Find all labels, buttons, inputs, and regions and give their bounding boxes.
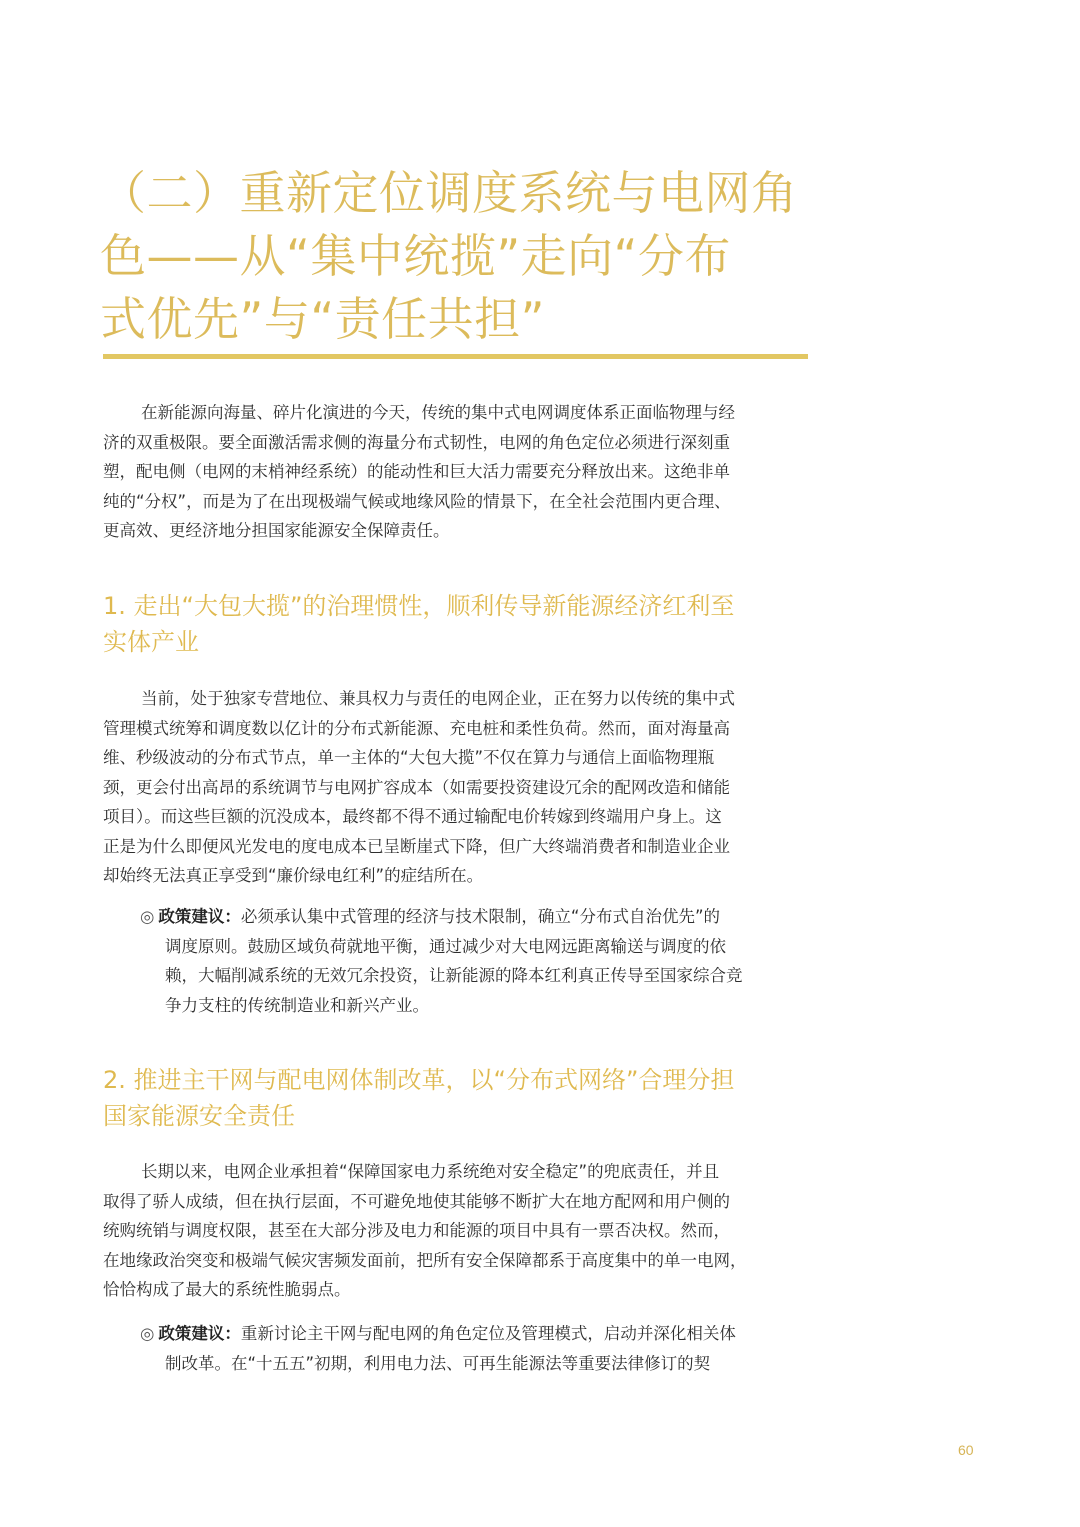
policy-line: 制改革。在“十五五”初期，利用电力法、可再生能源法等重要法律修订的契: [165, 1353, 711, 1373]
section2-body: [103, 1157, 809, 1305]
section2-heading-line: 2. 推进主干网与配电网体制改革，以“分布式网络”合理分担: [103, 1066, 735, 1094]
section1-heading-line: 实体产业: [103, 628, 199, 656]
intro-line: 济的双重极限。要全面激活需求侧的海量分布式韧性，电网的角色定位必须进行深刻重: [103, 432, 730, 452]
section-title-line: （二）重新定位调度系统与电网角: [100, 166, 798, 220]
section1-line: 管理模式统筹和调度数以亿计的分布式新能源、充电桩和柔性负荷。然而，面对海量高: [103, 718, 730, 738]
section2-policy: [140, 1319, 812, 1378]
intro-paragraph: [103, 398, 809, 546]
policy-label: 政策建议：: [158, 1324, 241, 1343]
section1-line: 维、秒级波动的分布式节点，单一主体的“大包大揽”不仅在算力与通信上面临物理瓶: [103, 748, 715, 767]
section1-line: 正是为什么即便风光发电的度电成本已呈断崖式下降，但广大终端消费者和制造业企业: [103, 836, 730, 856]
section2-line: 统购统销与调度权限，甚至在大部分涉及电力和能源的项目中具有一票否决权。然而，: [103, 1221, 730, 1240]
section1-policy: [140, 902, 812, 1020]
policy-line: 争力支柱的传统制造业和新兴产业。: [165, 995, 429, 1015]
section2-line: 在地缘政治突变和极端气候灾害频发面前，把所有安全保障都系于高度集中的单一电网，: [103, 1250, 747, 1270]
section2-line: 恰恰构成了最大的系统性脆弱点。: [103, 1280, 351, 1299]
policy-line: 调度原则。鼓励区域负荷就地平衡，通过减少对大电网远距离输送与调度的依: [165, 936, 726, 956]
intro-line: 在新能源向海量、碎片化演进的今天，传统的集中式电网调度体系正面临物理与经: [141, 403, 735, 422]
section1-line: 却始终无法真正享受到“廉价绿电红利”的症结所在。: [103, 866, 484, 885]
section2-heading: [103, 1062, 813, 1134]
section-title-line: 式优先”与“责任共担”: [100, 292, 545, 346]
circle-bullet-icon: ◎: [140, 907, 155, 926]
section2-heading-line: 国家能源安全责任: [103, 1102, 295, 1130]
policy-line: 赖，大幅削减系统的无效冗余投资，让新能源的降本红利真正传导至国家综合竞: [165, 966, 743, 985]
intro-line: 更高效、更经济地分担国家能源安全保障责任。: [103, 521, 450, 540]
section-title-line: 色——从“集中统揽”走向“分布: [100, 229, 731, 283]
section1-line: 项目）。而这些巨额的沉没成本，最终都不得不通过输配电价转嫁到终端用户身上。这: [103, 807, 722, 826]
section-title: [100, 162, 810, 351]
circle-bullet-icon: ◎: [140, 1324, 155, 1343]
section1-body: [103, 684, 809, 891]
intro-line: 纯的“分权”，而是为了在出现极端气候或地缘风险的情景下，在全社会范围内更合理、: [103, 491, 731, 511]
section2-line: 长期以来，电网企业承担着“保障国家电力系统绝对安全稳定”的兜底责任，并且: [141, 1162, 720, 1181]
section1-line: 当前，处于独家专营地位、兼具权力与责任的电网企业，正在努力以传统的集中式: [141, 689, 735, 708]
page-number: 60: [958, 1442, 974, 1458]
section1-heading-line: 1. 走出“大包大揽”的治理惯性，顺利传导新能源经济红利至: [103, 592, 735, 620]
title-divider: [103, 354, 808, 359]
section1-line: 颈，更会付出高昂的系统调节与电网扩容成本（如需要投资建设冗余的配网改造和储能: [103, 777, 730, 797]
policy-text: 重新讨论主干网与配电网的角色定位及管理模式，启动并深化相关体: [240, 1324, 736, 1343]
policy-text: 必须承认集中式管理的经济与技术限制，确立“分布式自治优先”的: [240, 907, 721, 926]
policy-first-line: [140, 902, 812, 932]
section1-heading: [103, 588, 813, 660]
policy-first-line: [140, 1319, 812, 1349]
section2-line: 取得了骄人成绩，但在执行层面，不可避免地使其能够不断扩大在地方配网和用户侧的: [103, 1191, 730, 1211]
policy-label: 政策建议：: [158, 907, 241, 926]
intro-line: 塑，配电侧（电网的末梢神经系统）的能动性和巨大活力需要充分释放出来。这绝非单: [103, 462, 730, 481]
